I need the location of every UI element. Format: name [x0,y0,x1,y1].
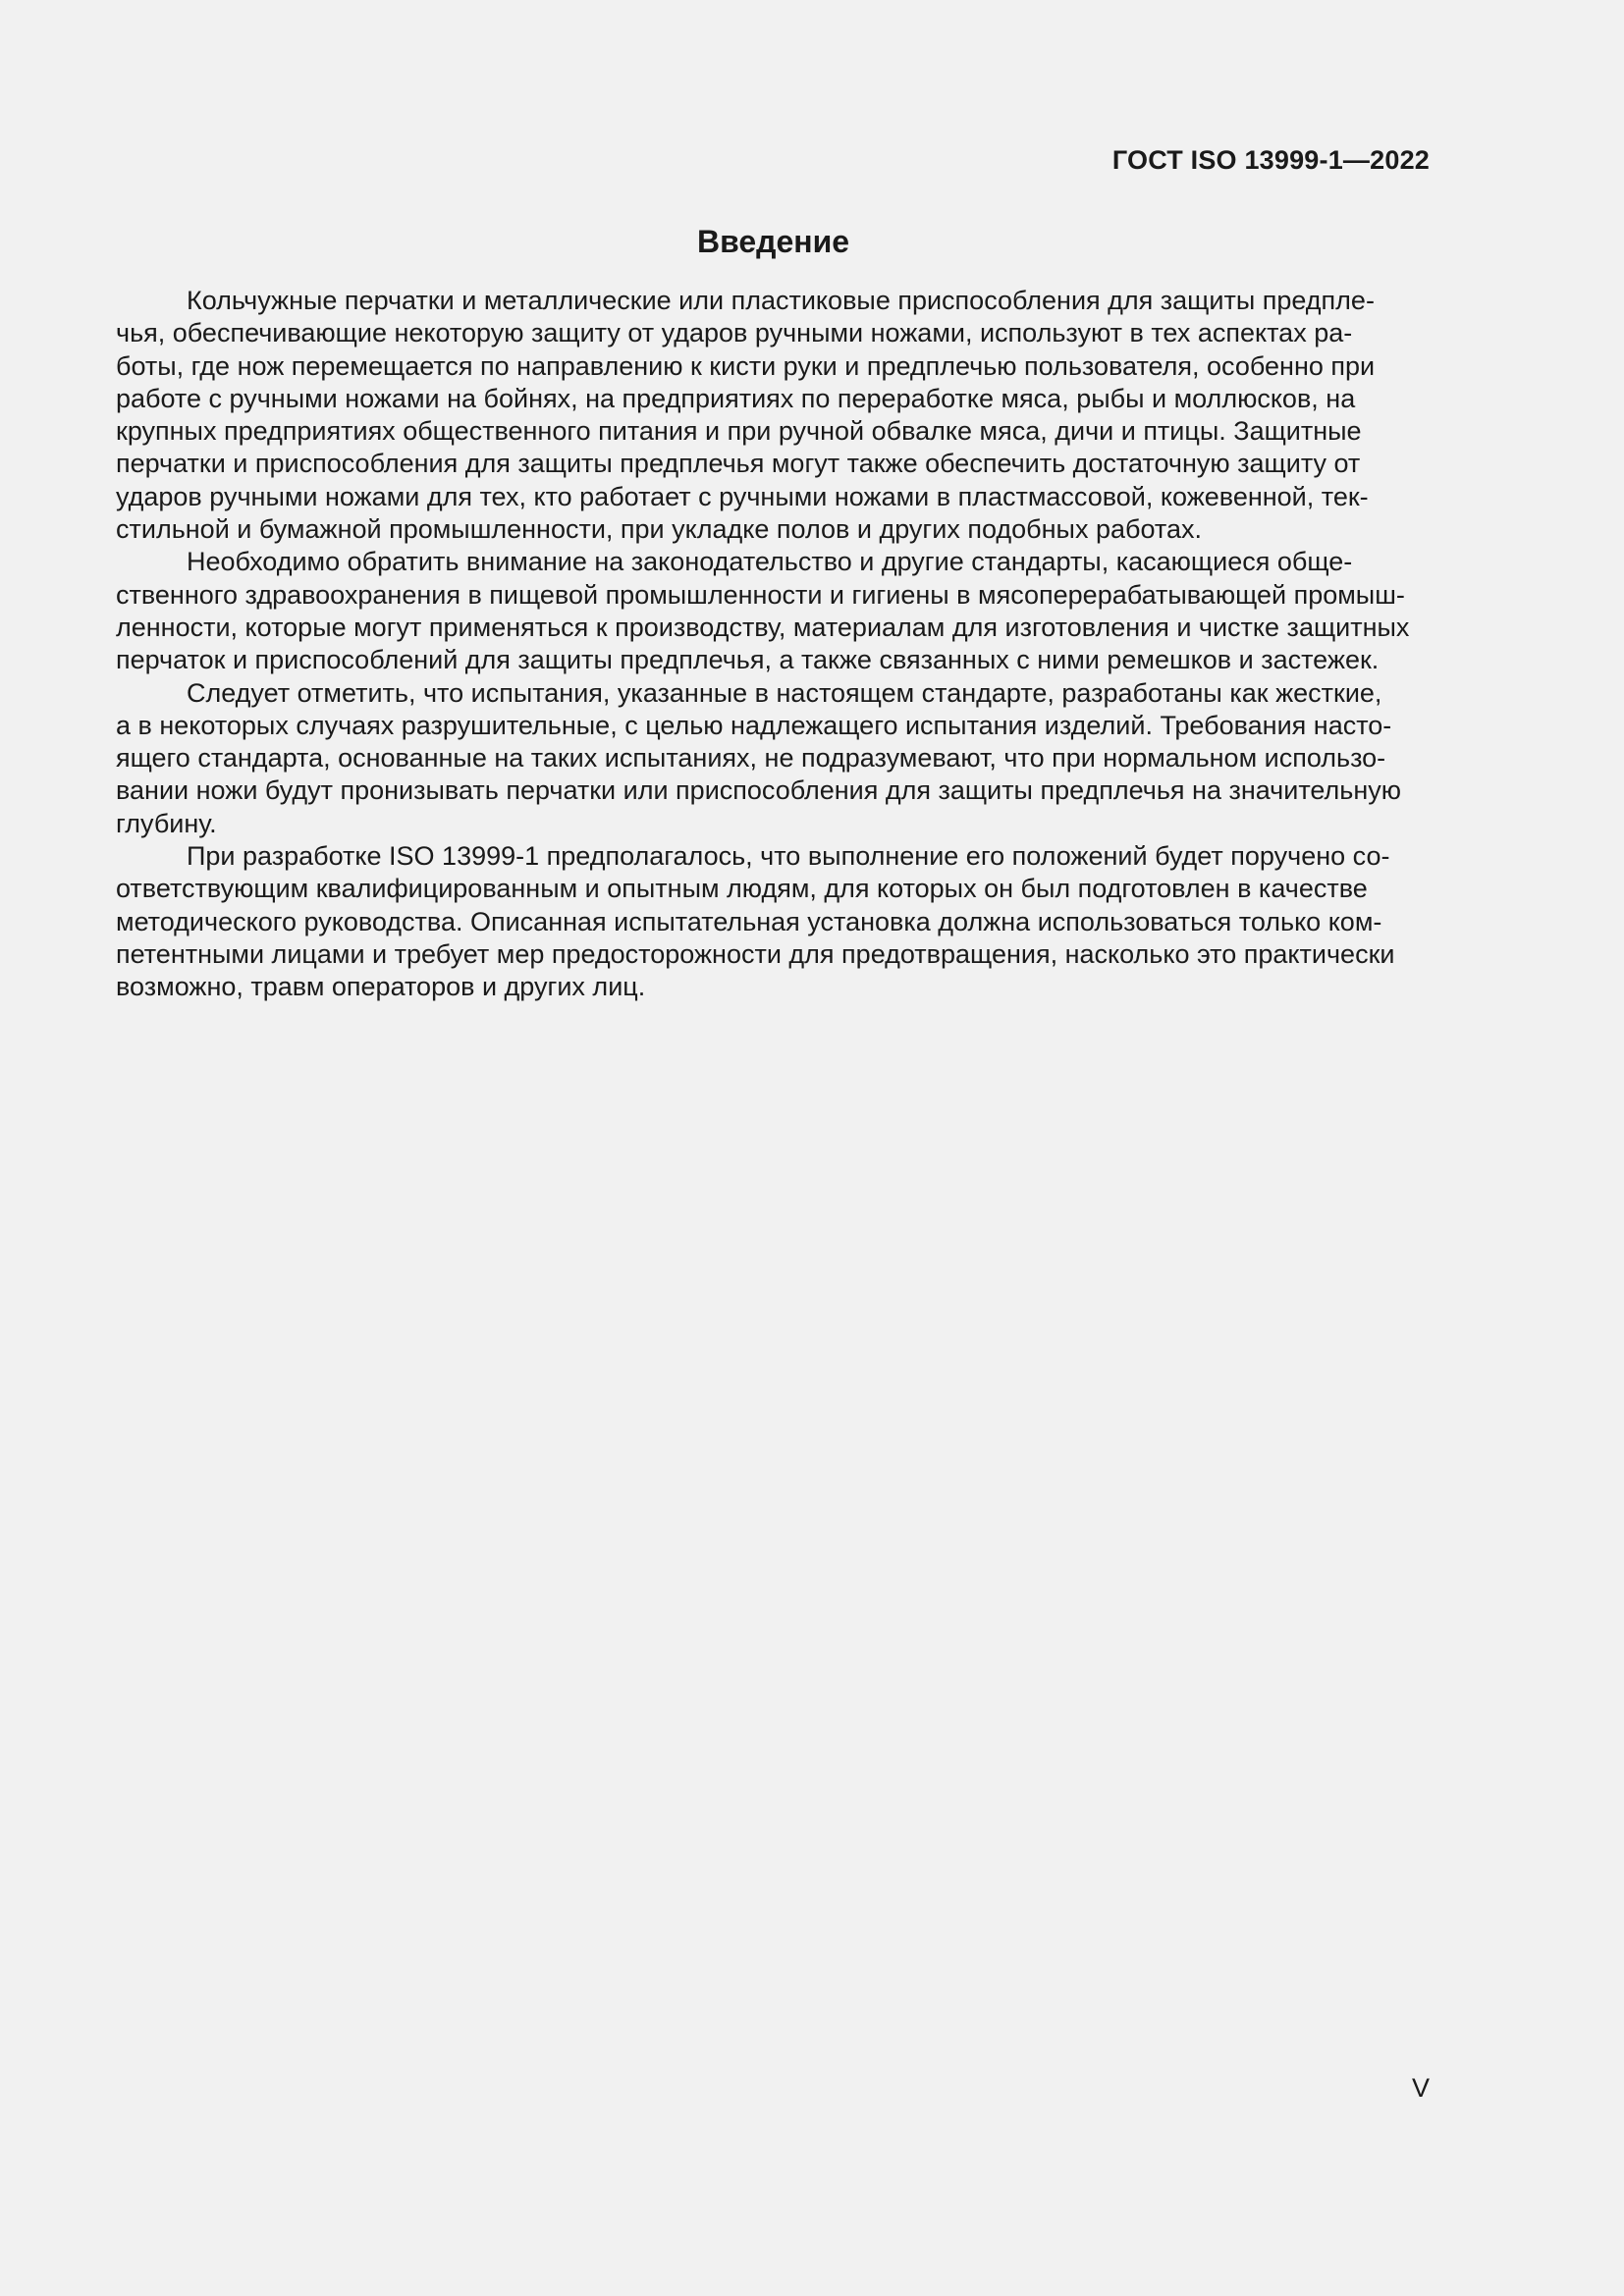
section-title: Введение [696,224,850,259]
paragraph: Кольчужные перчатки и металлические или пластиковые приспособления для защиты предпле- чья, обеспечивающие некоторую защиту от ударов ручными ножами, используют в тех аспектах ра- боты, где нож перемещается по направлению к кисти руки и предплечью пользователя, особенно при работе с ручными ножами на бойнях, на предприятиях по переработке мяса, рыбы и моллюсков, на крупных предприятиях общественного питания и при ручной обвалке мяса, дичи и птицы. Защитные перчатки и приспособления для защиты предплечья могут также обеспечить достаточную защиту от ударов ручными ножами для тех, кто работает с ручными ножами в пластмассовой, кожевенной, тек- стильной и бумажной промышленности, при укладке полов и других подобных работах. [116,286,1376,545]
introduction-body [116,285,1431,1004]
standard-designation: ГОСТ ISO 13999-1—2022 [1111,145,1430,175]
paragraph: При разработке ISO 13999-1 предполагалось, что выполнение его положений будет поручено со- ответствующим квалифицированным и опытным людям, для которых он был подготовлен в качестве методического руководства. Описанная испытательная установка должна использоваться только ком- петентными лицами и требует мер предосторожности для предотвращения, насколько это практически возможно, травм операторов и других лиц. [116,841,1395,1002]
paragraph: Необходимо обратить внимание на законодательство и другие стандарты, касающиеся обще- ственного здравоохранения в пищевой промышленности и гигиены в мясоперерабатывающей промыш- ленности, которые могут применяться к производству, материалам для изготовления и чистке защитных перчаток и приспособлений для защиты предплечья, а также связанных с ними ремешков и застежек. [116,547,1410,675]
page-number: V [1411,2073,1430,2103]
paragraph: Следует отметить, что испытания, указанные в настоящем стандарте, разработаны как жесткие, а в некоторых случаях разрушительные, с целью надлежащего испытания изделий. Требования насто- ящего стандарта, основанные на таких испытаниях, не подразумевают, что при нормальном использо- вании ножи будут пронизывать перчатки или приспособления для защиты предплечья на значительную глубину. [116,677,1401,838]
